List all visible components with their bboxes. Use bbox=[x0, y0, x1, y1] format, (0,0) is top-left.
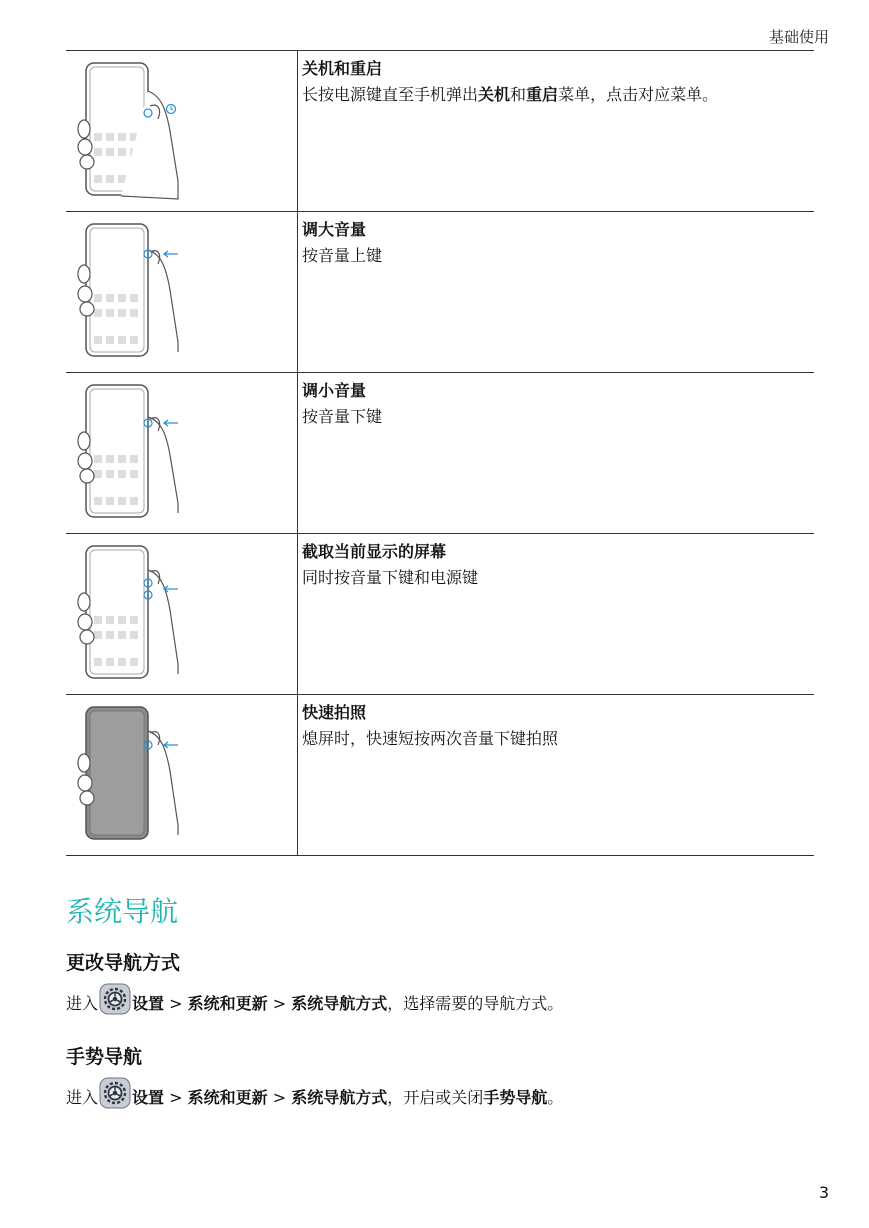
subsection-heading: 手势导航 bbox=[66, 1046, 143, 1068]
row-description: 熄屏时，快速短按两次音量下键拍照 bbox=[302, 729, 559, 748]
desc-text: 长按电源键直至手机弹出 bbox=[302, 85, 479, 104]
table-row bbox=[66, 373, 814, 534]
path-separator: > bbox=[267, 994, 292, 1013]
path-separator: > bbox=[164, 1088, 188, 1107]
phone-volume-up-illustration bbox=[66, 212, 297, 372]
phone-quick-photo-illustration bbox=[66, 695, 297, 855]
path-prefix: 进入 bbox=[66, 1088, 99, 1107]
table-row bbox=[66, 51, 814, 212]
description-cell bbox=[298, 51, 815, 212]
menu-name-restart: 重启 bbox=[526, 85, 559, 104]
desc-text: 菜单，点击对应菜单。 bbox=[558, 85, 719, 104]
row-title: 快速拍照 bbox=[302, 703, 367, 722]
page-number: 3 bbox=[818, 1183, 829, 1202]
section-title: 系统导航 bbox=[66, 895, 179, 928]
path-separator: > bbox=[164, 994, 188, 1013]
path-system-navigation[interactable]: 系统导航方式 bbox=[291, 1088, 388, 1107]
key-operations-table bbox=[66, 50, 814, 856]
illustration-cell bbox=[66, 534, 298, 695]
row-description: 同时按音量下键和电源键 bbox=[302, 568, 479, 587]
gesture-navigation-label: 手势导航 bbox=[483, 1088, 548, 1107]
path-suffix: 。 bbox=[547, 1088, 564, 1107]
settings-path-paragraph bbox=[66, 983, 563, 1015]
table-row bbox=[66, 212, 814, 373]
menu-name-shutdown: 关机 bbox=[478, 85, 511, 104]
path-system-navigation[interactable]: 系统导航方式 bbox=[291, 994, 388, 1013]
table-row bbox=[66, 534, 814, 695]
row-description bbox=[302, 84, 814, 106]
row-description: 按音量下键 bbox=[302, 407, 383, 426]
path-suffix: ，选择需要的导航方式。 bbox=[387, 994, 564, 1013]
path-system-update[interactable]: 系统和更新 bbox=[187, 1088, 268, 1107]
description-cell bbox=[298, 534, 815, 695]
row-title: 调小音量 bbox=[302, 381, 367, 400]
path-settings[interactable]: 设置 bbox=[132, 1088, 165, 1107]
phone-volume-down-illustration bbox=[66, 373, 297, 533]
illustration-cell bbox=[66, 212, 298, 373]
phone-power-illustration bbox=[66, 51, 297, 211]
settings-gear-icon bbox=[99, 983, 131, 1015]
row-title: 关机和重启 bbox=[302, 59, 383, 78]
running-header: 基础使用 bbox=[768, 28, 829, 46]
path-separator: > bbox=[267, 1088, 292, 1107]
path-suffix: ，开启或关闭 bbox=[387, 1088, 484, 1107]
illustration-cell bbox=[66, 51, 298, 212]
illustration-cell bbox=[66, 373, 298, 534]
description-cell bbox=[298, 373, 815, 534]
path-settings[interactable]: 设置 bbox=[132, 994, 165, 1013]
description-cell bbox=[298, 212, 815, 373]
path-prefix: 进入 bbox=[66, 994, 99, 1013]
path-system-update[interactable]: 系统和更新 bbox=[187, 994, 268, 1013]
settings-path-paragraph bbox=[66, 1077, 563, 1109]
illustration-cell bbox=[66, 695, 298, 856]
row-description: 按音量上键 bbox=[302, 246, 383, 265]
settings-gear-icon bbox=[99, 1077, 131, 1109]
row-title: 调大音量 bbox=[302, 220, 367, 239]
description-cell bbox=[298, 695, 815, 856]
desc-text: 和 bbox=[510, 85, 527, 104]
table-row bbox=[66, 695, 814, 856]
subsection-heading: 更改导航方式 bbox=[66, 952, 181, 974]
phone-screenshot-illustration bbox=[66, 534, 297, 694]
row-title: 截取当前显示的屏幕 bbox=[302, 542, 447, 561]
